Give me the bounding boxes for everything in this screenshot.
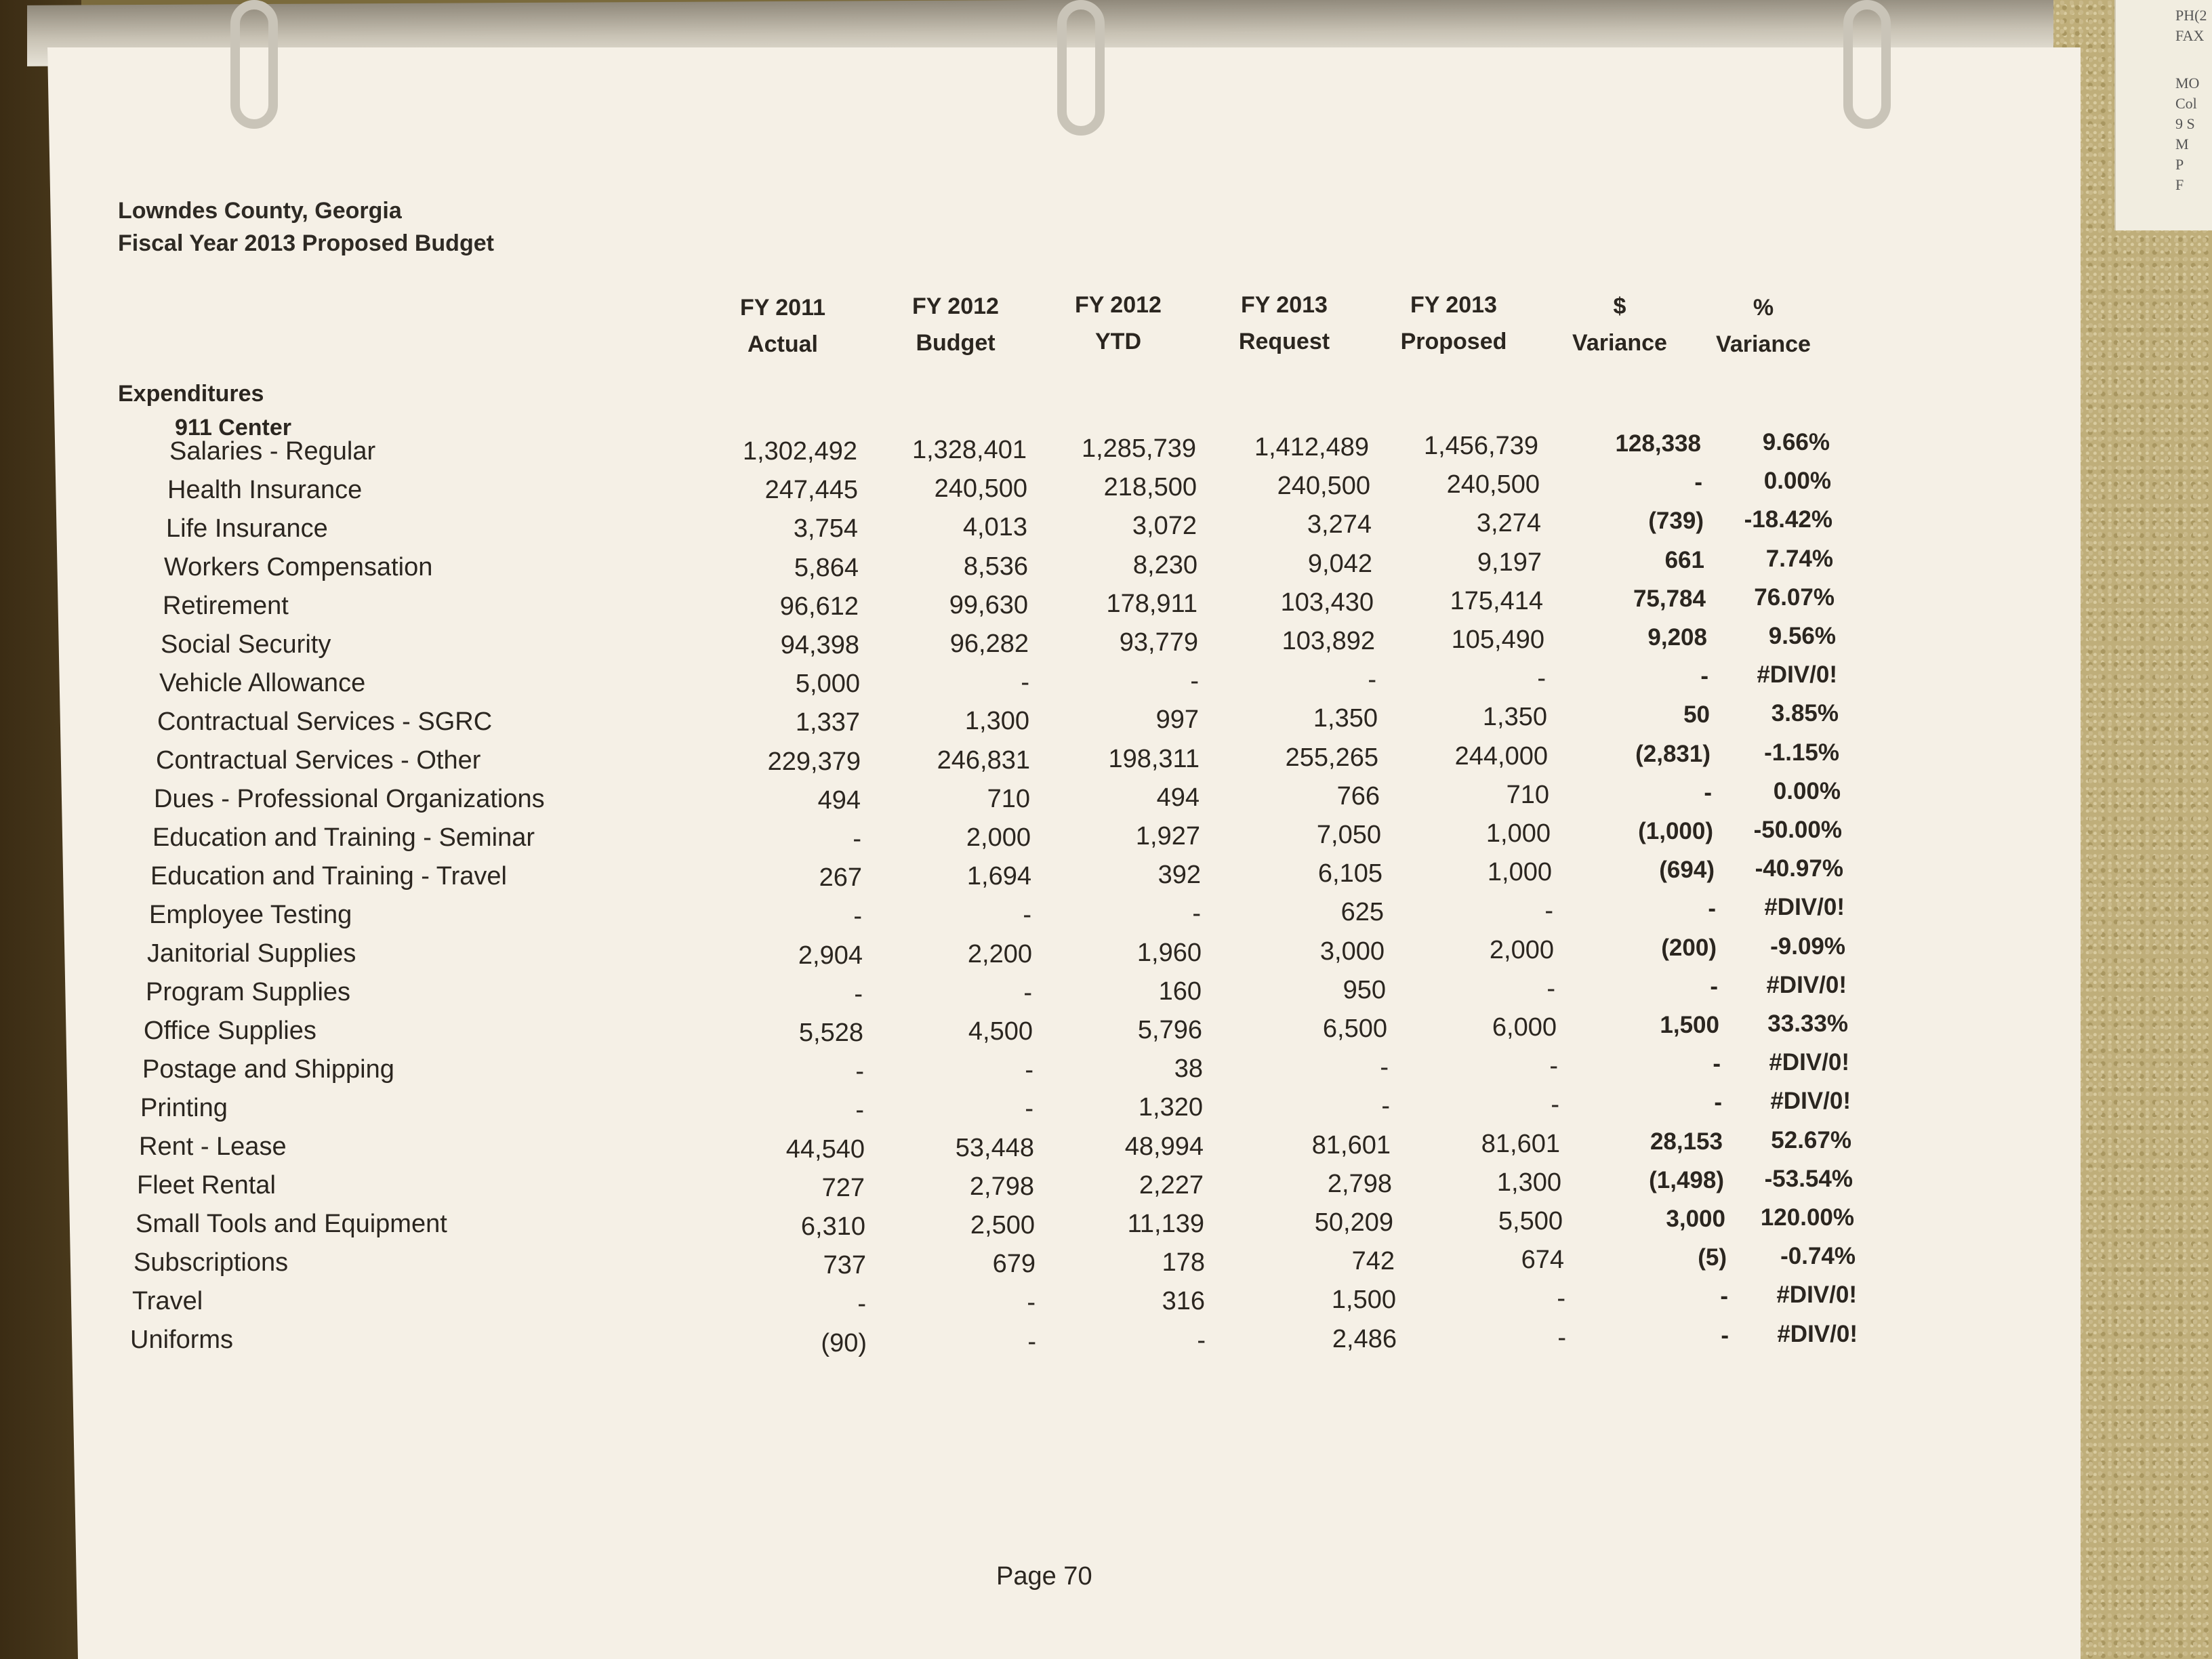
table-cell: (1,000) xyxy=(1638,818,1713,844)
table-cell: 28,153 xyxy=(1650,1128,1723,1155)
side-fragment: Col xyxy=(2175,95,2197,112)
subsection-title: 911 Center xyxy=(175,415,291,441)
table-cell: 105,490 xyxy=(1451,626,1544,654)
table-cell: 6,000 xyxy=(1492,1013,1557,1042)
row-label: Postage and Shipping xyxy=(142,1055,394,1084)
row-label: Health Insurance xyxy=(167,476,363,504)
table-cell: 9.66% xyxy=(1762,429,1830,455)
row-label: Rent - Lease xyxy=(139,1132,287,1161)
table-cell: 1,328,401 xyxy=(912,436,1027,464)
table-cell: 1,285,739 xyxy=(1081,434,1196,463)
table-cell: 9,197 xyxy=(1477,548,1542,577)
table-cell: - xyxy=(1708,895,1716,922)
table-row xyxy=(0,1243,2212,1286)
side-fragment: MO xyxy=(2175,75,2200,91)
table-cell: - xyxy=(1720,1283,1728,1309)
row-label: Program Supplies xyxy=(146,978,351,1006)
table-cell: - xyxy=(1551,1090,1559,1119)
table-cell: - xyxy=(1704,779,1712,806)
table-cell: 178,911 xyxy=(1106,590,1197,618)
table-cell: - xyxy=(1537,664,1546,693)
table-cell: 8,230 xyxy=(1132,551,1197,579)
table-cell: 246,831 xyxy=(937,746,1030,775)
row-label: Education and Training - Travel xyxy=(150,862,507,890)
table-row xyxy=(0,1321,2212,1364)
table-cell: - xyxy=(855,1096,864,1124)
table-cell: #DIV/0! xyxy=(1776,1282,1857,1308)
document-subtitle: Fiscal Year 2013 Proposed Budget xyxy=(118,230,494,256)
row-label: Contractual Services - SGRC xyxy=(157,708,493,736)
table-cell: -18.42% xyxy=(1744,506,1832,533)
side-fragment: 9 S xyxy=(2175,115,2195,132)
table-cell: 6,500 xyxy=(1322,1015,1387,1043)
table-cell: - xyxy=(1025,1056,1033,1084)
table-cell: (90) xyxy=(821,1329,867,1357)
row-label: Fleet Rental xyxy=(137,1171,276,1200)
table-cell: - xyxy=(853,902,862,930)
table-cell: 48,994 xyxy=(1124,1132,1204,1161)
table-row xyxy=(0,933,2212,977)
table-cell: 9,208 xyxy=(1647,624,1707,651)
table-cell: 247,445 xyxy=(764,476,858,504)
table-cell: 3,754 xyxy=(793,514,858,543)
table-cell: 1,302,492 xyxy=(742,437,857,466)
table-cell: 229,379 xyxy=(767,747,861,776)
table-row xyxy=(0,1049,2212,1093)
table-cell: 175,414 xyxy=(1450,587,1543,615)
table-row xyxy=(0,623,2212,668)
table-cell: 742 xyxy=(1351,1247,1395,1275)
table-cell: 2,798 xyxy=(969,1172,1034,1201)
table-cell: 7,050 xyxy=(1316,821,1381,849)
table-cell: -40.97% xyxy=(1755,855,1843,882)
table-cell: 1,960 xyxy=(1136,939,1202,967)
table-cell: 2,000 xyxy=(966,823,1031,852)
table-cell: 5,528 xyxy=(798,1019,863,1047)
table-cell: - xyxy=(1547,975,1555,1003)
row-label: Education and Training - Seminar xyxy=(152,823,535,852)
table-cell: 9.56% xyxy=(1768,623,1836,649)
table-row xyxy=(0,972,2212,1016)
table-row xyxy=(0,546,2212,591)
table-cell: - xyxy=(1190,667,1199,695)
table-cell: 950 xyxy=(1343,976,1386,1004)
table-cell: 727 xyxy=(821,1174,865,1202)
section-title: Expenditures xyxy=(118,381,264,407)
table-cell: -50.00% xyxy=(1753,817,1842,843)
table-cell: 1,927 xyxy=(1135,822,1200,851)
header-percent-variance: % Variance xyxy=(1716,295,1811,357)
table-cell: #DIV/0! xyxy=(1777,1321,1858,1347)
row-label: Janitorial Supplies xyxy=(147,939,356,968)
table-cell: 710 xyxy=(987,785,1030,813)
table-cell: - xyxy=(1027,1288,1036,1317)
table-cell: 0.00% xyxy=(1763,468,1831,494)
table-cell: 997 xyxy=(1155,705,1199,734)
row-label: Printing xyxy=(140,1094,228,1122)
table-cell: 38 xyxy=(1174,1054,1203,1083)
table-cell: 4,500 xyxy=(968,1017,1033,1046)
table-cell: 0.00% xyxy=(1773,778,1841,804)
table-cell: 178 xyxy=(1162,1248,1205,1277)
table-cell: 1,300 xyxy=(1496,1168,1561,1197)
table-cell: 2,798 xyxy=(1327,1170,1392,1198)
row-label: Contractual Services - Other xyxy=(156,746,481,775)
row-label: Uniforms xyxy=(130,1326,234,1354)
table-cell: 93,779 xyxy=(1119,628,1198,657)
header-fy2011-actual: FY 2011 Actual xyxy=(739,295,826,357)
table-row xyxy=(0,1010,2212,1054)
table-cell: - xyxy=(1544,897,1553,925)
table-cell: 1,456,739 xyxy=(1423,432,1538,460)
table-cell: 103,892 xyxy=(1282,627,1375,655)
table-cell: -0.74% xyxy=(1780,1243,1856,1269)
side-fragment: PH(2 xyxy=(2175,7,2207,24)
row-label: Social Security xyxy=(161,630,331,659)
table-cell: - xyxy=(1721,1322,1729,1349)
table-cell: 1,000 xyxy=(1487,858,1552,886)
table-cell: - xyxy=(1025,1094,1033,1123)
row-label: Employee Testing xyxy=(149,901,352,929)
table-cell: 1,412,489 xyxy=(1254,433,1369,462)
table-cell: (739) xyxy=(1648,508,1704,534)
table-cell: - xyxy=(857,1290,866,1318)
table-cell: 75,784 xyxy=(1633,586,1706,612)
table-cell: 674 xyxy=(1521,1246,1564,1274)
table-row xyxy=(0,584,2212,630)
table-cell: 5,500 xyxy=(1498,1207,1563,1235)
table-cell: 679 xyxy=(992,1250,1036,1278)
table-cell: 240,500 xyxy=(1446,470,1540,499)
table-cell: 3,274 xyxy=(1307,510,1372,539)
table-cell: - xyxy=(1713,1050,1721,1077)
table-cell: - xyxy=(1021,668,1029,697)
table-cell: - xyxy=(1368,665,1376,694)
table-cell: 76.07% xyxy=(1754,584,1835,611)
table-cell: 5,796 xyxy=(1137,1016,1202,1044)
table-row xyxy=(0,429,2212,475)
table-cell: (694) xyxy=(1659,857,1715,883)
table-cell: - xyxy=(1700,663,1708,689)
table-cell: 3,072 xyxy=(1132,512,1197,540)
table-row xyxy=(0,1282,2212,1325)
table-cell: 50,209 xyxy=(1314,1208,1393,1237)
table-row xyxy=(0,700,2212,745)
table-cell: 1,350 xyxy=(1482,703,1547,731)
table-cell: 53,448 xyxy=(955,1134,1034,1162)
table-cell: 2,500 xyxy=(970,1211,1035,1240)
table-cell: (2,831) xyxy=(1635,741,1711,767)
table-cell: 50 xyxy=(1683,701,1710,728)
row-label: Salaries - Regular xyxy=(169,437,376,466)
table-cell: 81,601 xyxy=(1311,1131,1391,1160)
table-cell: 8,536 xyxy=(963,552,1028,581)
table-cell: 2,904 xyxy=(798,941,863,970)
table-cell: 1,337 xyxy=(795,708,860,737)
table-cell: 103,430 xyxy=(1280,588,1374,617)
table-cell: 7.74% xyxy=(1765,546,1833,572)
document-title: Lowndes County, Georgia xyxy=(118,198,402,224)
table-row xyxy=(0,739,2212,784)
table-cell: - xyxy=(854,980,863,1008)
table-cell: 4,013 xyxy=(962,513,1027,541)
table-cell: 44,540 xyxy=(785,1135,865,1164)
table-cell: - xyxy=(1023,979,1032,1007)
table-row xyxy=(0,468,2212,514)
table-cell: - xyxy=(855,1057,864,1086)
table-cell: 240,500 xyxy=(934,474,1027,503)
side-fragment: FAX xyxy=(2175,27,2205,44)
row-label: Subscriptions xyxy=(134,1248,289,1277)
table-cell: - xyxy=(1381,1092,1390,1120)
table-row xyxy=(0,1127,2212,1170)
table-cell: - xyxy=(1192,899,1201,928)
table-cell: 267 xyxy=(819,863,862,892)
table-cell: 316 xyxy=(1162,1287,1205,1315)
table-cell: 96,612 xyxy=(779,592,859,621)
table-cell: 218,500 xyxy=(1103,473,1197,501)
table-cell: #DIV/0! xyxy=(1769,1049,1849,1076)
table-cell: 1,350 xyxy=(1313,704,1378,733)
table-cell: 6,105 xyxy=(1317,859,1382,888)
table-cell: 2,000 xyxy=(1489,936,1554,964)
header-fy2012-budget: FY 2012 Budget xyxy=(912,293,999,356)
table-row xyxy=(0,506,2212,552)
row-label: Life Insurance xyxy=(166,514,328,543)
table-cell: 198,311 xyxy=(1108,745,1200,773)
row-label: Small Tools and Equipment xyxy=(136,1210,447,1238)
table-cell: - xyxy=(1023,901,1031,929)
table-row xyxy=(0,817,2212,861)
table-cell: (1,498) xyxy=(1649,1167,1724,1193)
table-cell: 2,227 xyxy=(1139,1171,1204,1200)
side-fragment: P xyxy=(2175,156,2184,173)
table-cell: - xyxy=(1694,469,1702,495)
row-label: Office Supplies xyxy=(144,1017,316,1045)
table-cell: 3,000 xyxy=(1319,937,1385,966)
table-cell: (200) xyxy=(1661,935,1717,961)
table-cell: - xyxy=(1027,1328,1036,1356)
table-cell: - xyxy=(1714,1089,1722,1115)
table-cell: 33.33% xyxy=(1767,1010,1848,1037)
table-cell: 255,265 xyxy=(1285,743,1378,772)
table-cell: 81,601 xyxy=(1481,1130,1560,1158)
table-cell: -1.15% xyxy=(1764,739,1839,766)
row-label: Retirement xyxy=(163,592,289,620)
side-fragment: F xyxy=(2175,176,2184,193)
table-cell: 9,042 xyxy=(1307,550,1372,578)
header-dollar-variance: $ Variance xyxy=(1572,293,1667,356)
table-cell: 6,310 xyxy=(800,1212,865,1241)
header-fy2013-request: FY 2013 Request xyxy=(1238,292,1330,354)
table-cell: #DIV/0! xyxy=(1770,1088,1851,1114)
side-fragment: M xyxy=(2175,136,2189,152)
table-cell: 99,630 xyxy=(949,591,1028,619)
table-row xyxy=(0,661,2212,707)
table-cell: -9.09% xyxy=(1770,933,1845,960)
table-cell: 11,139 xyxy=(1127,1210,1204,1238)
table-cell: - xyxy=(853,825,861,853)
table-cell: 494 xyxy=(1156,783,1200,812)
table-row xyxy=(0,1204,2212,1248)
table-cell: (5) xyxy=(1698,1244,1727,1271)
header-fy2013-proposed: FY 2013 Proposed xyxy=(1400,292,1507,354)
table-cell: 2,486 xyxy=(1332,1325,1397,1353)
table-row xyxy=(0,1166,2212,1209)
table-cell: 737 xyxy=(823,1251,866,1279)
table-cell: 5,864 xyxy=(794,554,859,582)
table-cell: 5,000 xyxy=(795,670,860,698)
row-label: Workers Compensation xyxy=(164,553,433,581)
table-cell: 766 xyxy=(1336,782,1380,811)
table-cell: 120.00% xyxy=(1760,1204,1854,1231)
table-cell: 128,338 xyxy=(1615,430,1701,457)
table-cell: 1,694 xyxy=(966,862,1031,890)
table-cell: #DIV/0! xyxy=(1766,972,1847,998)
table-cell: 94,398 xyxy=(780,631,859,659)
table-row xyxy=(0,855,2212,900)
page-number: Page 70 xyxy=(996,1562,1092,1591)
table-cell: 392 xyxy=(1158,861,1201,889)
table-cell: 240,500 xyxy=(1277,472,1370,500)
table-cell: - xyxy=(1380,1053,1389,1082)
table-cell: 52.67% xyxy=(1771,1127,1851,1153)
table-cell: #DIV/0! xyxy=(1757,661,1837,688)
table-cell: 3.85% xyxy=(1771,700,1839,726)
table-cell: 1,300 xyxy=(964,707,1029,735)
table-cell: - xyxy=(1197,1326,1206,1355)
row-label: Dues - Professional Organizations xyxy=(154,785,545,813)
table-row xyxy=(0,1088,2212,1132)
row-label: Vehicle Allowance xyxy=(159,669,366,697)
table-cell: 1,500 xyxy=(1660,1012,1719,1038)
table-cell: -53.54% xyxy=(1764,1166,1853,1192)
table-cell: 3,000 xyxy=(1666,1206,1725,1232)
table-cell: - xyxy=(1557,1284,1565,1313)
header-fy2012-ytd: FY 2012 YTD xyxy=(1075,292,1162,354)
table-cell: 1,000 xyxy=(1486,819,1551,848)
table-cell: 244,000 xyxy=(1454,742,1548,771)
table-cell: 1,320 xyxy=(1138,1093,1203,1122)
table-cell: #DIV/0! xyxy=(1764,894,1845,920)
table-cell: 494 xyxy=(817,786,861,815)
table-cell: 710 xyxy=(1506,781,1549,809)
row-label: Travel xyxy=(132,1287,203,1315)
table-cell: 96,282 xyxy=(949,630,1029,658)
table-cell: 160 xyxy=(1158,977,1202,1006)
table-cell: - xyxy=(1557,1324,1566,1352)
table-cell: - xyxy=(1549,1052,1558,1080)
table-cell: - xyxy=(1710,973,1718,1000)
table-cell: 625 xyxy=(1340,898,1384,926)
table-cell: 1,500 xyxy=(1331,1286,1396,1314)
table-row xyxy=(0,894,2212,939)
table-row xyxy=(0,778,2212,823)
table-cell: 3,274 xyxy=(1476,509,1541,537)
table-cell: 2,200 xyxy=(967,940,1032,968)
table-cell: 661 xyxy=(1664,547,1704,573)
